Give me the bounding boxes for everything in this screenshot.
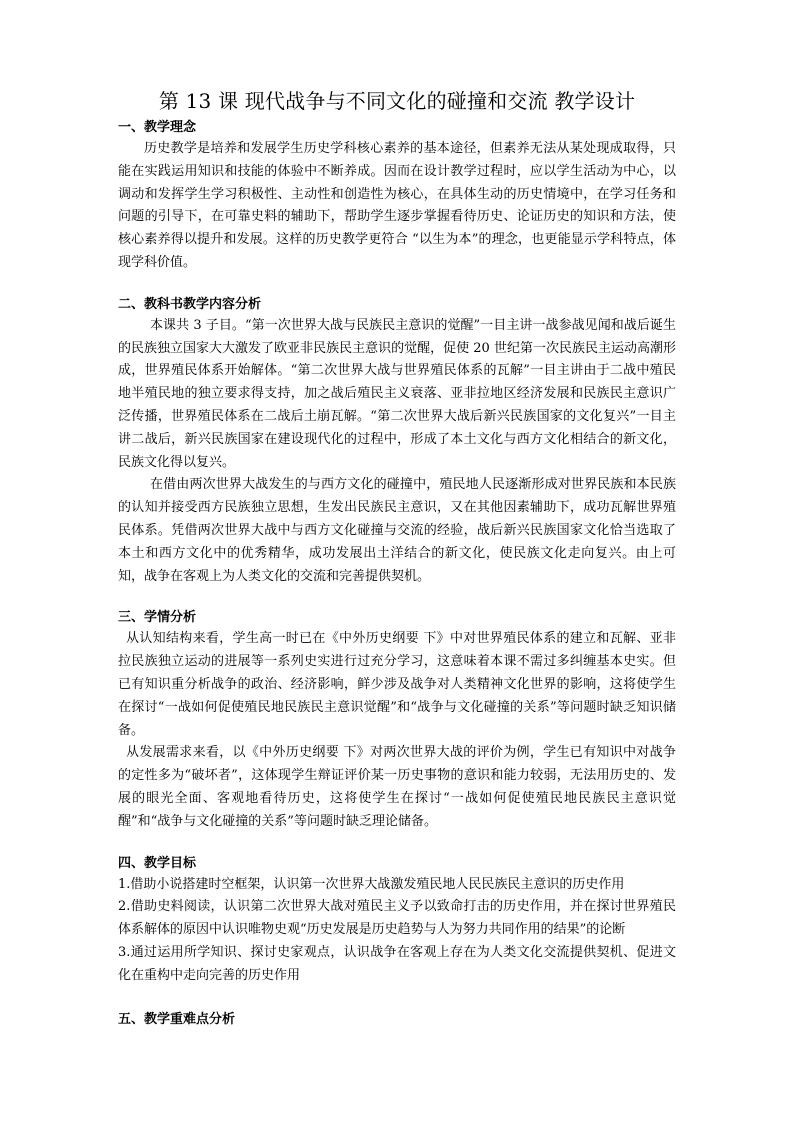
- spacer: [118, 275, 676, 295]
- section-heading-student-analysis: 三、学情分析: [118, 610, 197, 626]
- paragraph: 从发展需求来看，以《中外历史纲要 下》对两次世界大战的评价为例，学生已有知识中对战争的定性多为“破坏者”，这体现学生辩证评价某一历史事物的意识和能力较弱，无法用历史的、发展的眼光全面、客观地看待历史，这将使学生在探讨“一战如何促使殖民地民族民主意识觉醒”和“战争与文化碰撞的关系”等问题时缺乏理论储备。: [118, 745, 676, 829]
- section-heading-textbook-analysis: 二、教科书教学内容分析: [118, 296, 262, 312]
- list-item: 3.通过运用所学知识、探讨史家观点，认识战争在客观上存在为人类文化交流提供契机、促进文化在重构中走向完善的历史作用: [118, 944, 676, 983]
- paragraph: 本课共 3 子目。“第一次世界大战与民族民主意识的觉醒”一目主讲一战参战见闻和战后诞生的民族独立国家大大激发了欧亚非民族民主意识的觉醒，促使 20 世纪第一次民族民主运动高潮形成，世界殖民体系开始解体。“第二次世界大战与世界殖民体系的瓦解”一目主讲由于二战中殖民地半殖民地的独立要求得支持，加之战后殖民主义衰落、亚非拉地区经济发展和民族民主意识广泛传播，世界殖民体系在二战后土崩瓦解。“第二次世界大战后新兴民族国家的文化复兴”一目主讲二战后，新兴民族国家在建设现代化的过程中，形成了本土文化与西方文化相结合的新文化，民族文化得以复兴。: [118, 317, 676, 470]
- section-heading-teaching-goals: 四、教学目标: [118, 855, 197, 871]
- paragraph: 历史教学是培养和发展学生历史学科核心素养的基本途径，但素养无法从某处现成取得，只能在实践运用知识和技能的体验中不断养成。因而在设计教学过程时，应以学生活动为中心，以调动和发挥学生学习积极性、主动性和创造性为核心，在具体生动的历史情境中，在学习任务和问题的引导下，在可靠史料的辅助下，帮助学生逐步掌握看待历史、论证历史的知识和方法，使核心素养得以提升和发展。这样的历史教学更符合 “以生为本”的理念，也更能显示学科特点，体现学科价值。: [118, 141, 676, 270]
- spacer: [118, 834, 676, 854]
- page-title: 第 13 课 现代战争与不同文化的碰撞和交流 教学设计: [158, 89, 636, 113]
- section-heading-teaching-philosophy: 一、教学理念: [118, 120, 197, 135]
- paragraph: 从认知结构来看，学生高一时已在《中外历史纲要 下》中对世界殖民体系的建立和瓦解、亚非拉民族独立运动的进展等一系列史实进行过充分学习，这意味着本课不需过多纠缠基本史实。但已有知识重分析战争的政治、经济影响，鲜少涉及战争对人类精神文化世界的影响，这将使学生在探讨“一战如何促使殖民地民族民主意识觉醒”和“战争与文化碰撞的关系”等问题时缺乏知识储备。: [118, 631, 676, 738]
- paragraph: 在借由两次世界大战发生的与西方文化的碰撞中，殖民地人民逐渐形成对世界民族和本民族的认知并接受西方民族独立思想，生发出民族民主意识，又在其他因素辅助下，成功瓦解世界殖民体系。凭借两次世界大战中与西方文化碰撞与交流的经验，战后新兴民族国家文化恰当选取了本土和西方文化中的优秀精华，成功发展出土洋结合的新文化，使民族文化走向复兴。由上可知，战争在客观上为人类文化的交流和完善提供契机。: [118, 477, 676, 584]
- list-item: 1.借助小说搭建时空框架，认识第一次世界大战激发殖民地人民民族民主意识的历史作用: [118, 876, 625, 892]
- document-page: [118, 88, 676, 1030]
- spacer: [118, 988, 676, 1010]
- list-item: 2.借助史料阅读，认识第二次世界大战对殖民主义予以致命打击的历史作用，并在探讨世界殖民体系解体的原因中认识唯物史观“历史发展是历史趋势与人为努力共同作用的结果”的论断: [118, 899, 676, 938]
- section-heading-key-difficulties: 五、教学重难点分析: [118, 1011, 236, 1027]
- spacer: [118, 588, 676, 608]
